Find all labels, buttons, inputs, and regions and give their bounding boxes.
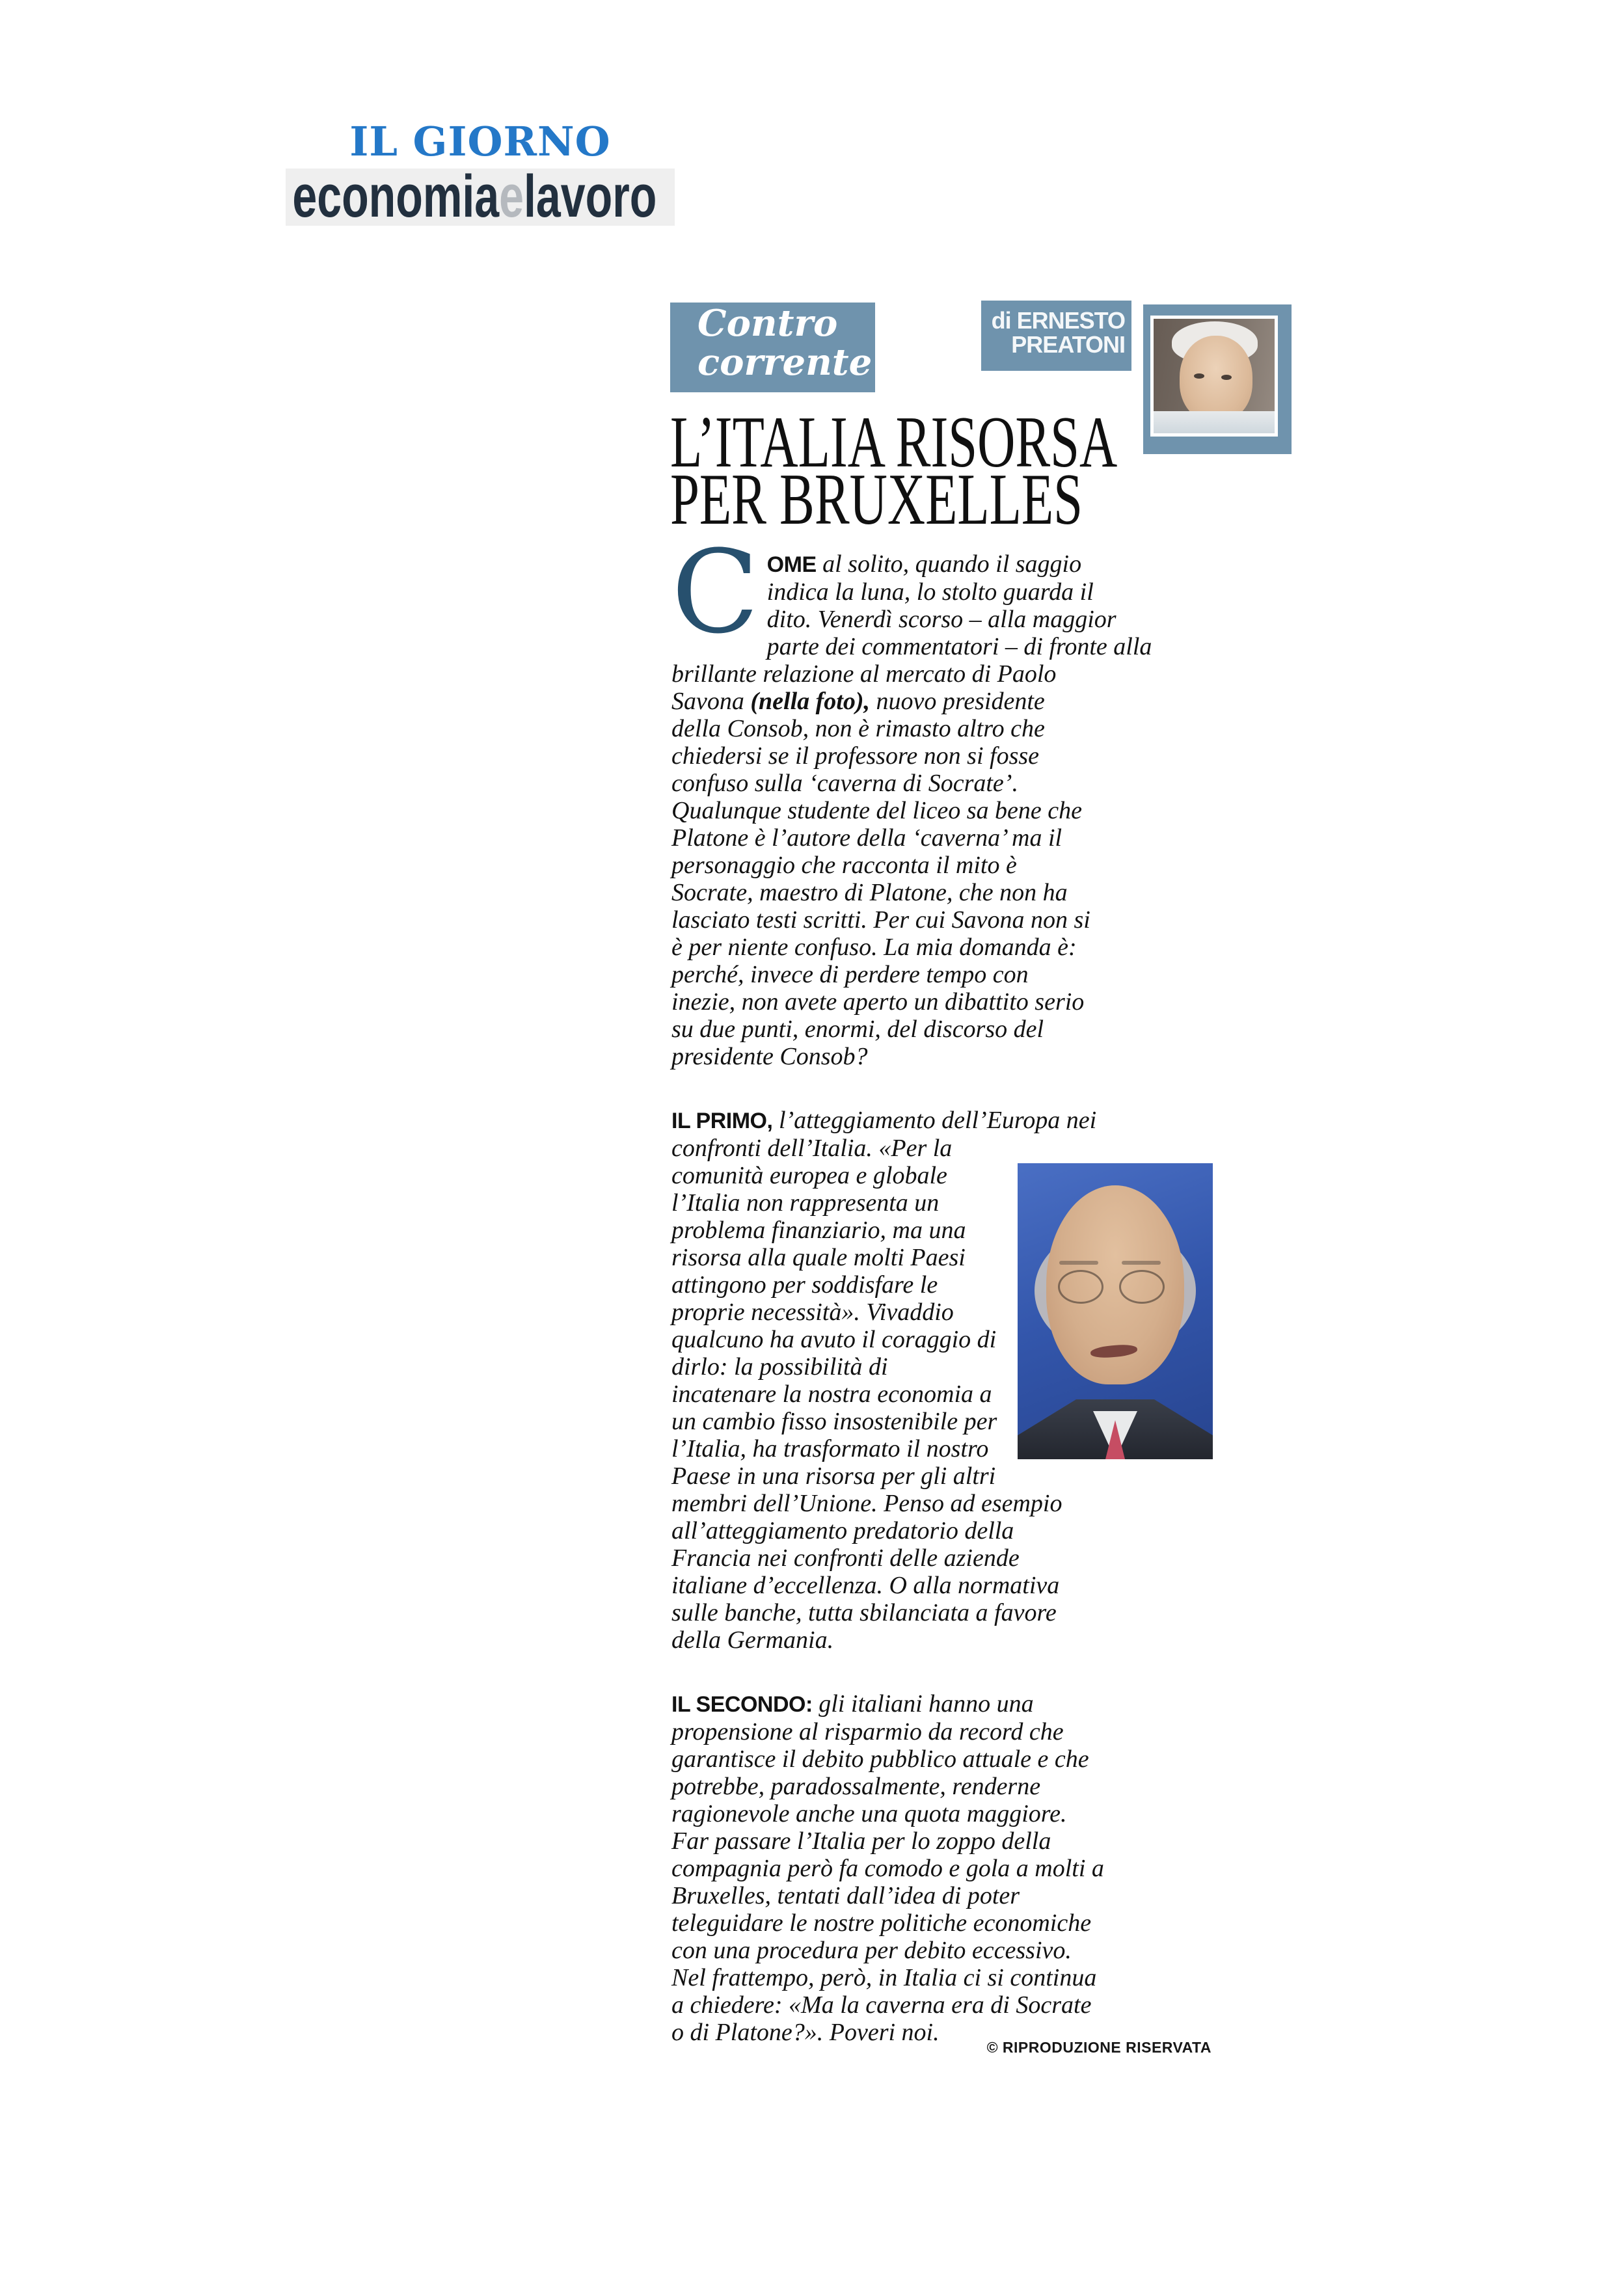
- author-photo-eye-right: [1221, 375, 1232, 380]
- p2-line1: l’atteggiamento dell’Europa nei: [772, 1107, 1097, 1134]
- author-photo-frame: [1143, 304, 1292, 454]
- column-badge: [670, 303, 875, 392]
- p3-line1: gli italiani hanno una: [812, 1690, 1034, 1718]
- paragraph-1: [671, 526, 1213, 1070]
- byline-label: di ERNESTO PREATONI: [991, 307, 1125, 358]
- p3-lines-rest: propensione al risparmio da record che garantisce il debito pubblico attuale e che potrebbe, paradossalmente, renderne ragionevole anche una quota maggiore. Far passare l’Italia per lo zoppo della compagnia però fa comodo e gola a molti a Bruxelles, tentati dall’idea di poter teleguidare le nostre politiche economiche con una procedura per debito eccessivo. Nel frattempo, però, in Italia ci si continua a chiedere: «Ma la caverna era di Socrate o di Platone?». Poveri noi.: [671, 1718, 1104, 2046]
- p1-line6-post: nuovo presidente: [870, 688, 1045, 715]
- byline-badge: [981, 301, 1131, 371]
- p2-line2: confronti dell’Italia. «Per la: [671, 1135, 953, 1162]
- lead-in-come: OME: [766, 552, 817, 577]
- author-photo-shirt: [1154, 411, 1275, 433]
- article-body: [671, 526, 1213, 2046]
- savona-brow-right: [1122, 1261, 1161, 1265]
- section-strip: [286, 163, 675, 230]
- author-photo-face: [1180, 336, 1252, 422]
- savona-glasses-left: [1058, 1270, 1103, 1304]
- column-badge-label: Contro corrente: [697, 302, 873, 384]
- savona-brow-left: [1059, 1261, 1098, 1265]
- lead-il-primo: IL PRIMO,: [671, 1109, 773, 1133]
- lead-il-secondo: IL SECONDO:: [671, 1692, 813, 1717]
- headline: L’ITALIA RISORSA PER BRUXELLES: [670, 402, 1118, 540]
- paragraph-3: [671, 1690, 1213, 2046]
- paragraph-2: [671, 1107, 1213, 1654]
- section-title-economia: economia: [292, 163, 500, 230]
- section-title-e: e: [499, 163, 524, 230]
- section-title: [286, 163, 657, 230]
- author-photo-eye-left: [1194, 373, 1204, 379]
- nella-foto-bold: (nella foto),: [750, 688, 871, 715]
- p2-lines-rest: comunità europea e globale l’Italia non rappresenta un problema finanziario, ma una risorsa alla quale molti Paesi attingono per soddisfare le proprie necessità». Vivaddio qualcuno ha avuto il coraggio di dirlo: la possibilità di incatenare la nostra economia a un cambio fisso insostenibile per l’Italia, ha trasformato il nostro Paese in una risorsa per gli altri membri dell’Unione. Penso ad esempio all’atteggiamento predatorio della Francia nei confronti delle aziende italiane d’eccellenza. O alla normativa sulle banche, tutta sbilanciata a favore della Germania.: [671, 1162, 1062, 1654]
- masthead-title: IL GIORNO: [349, 118, 611, 165]
- p1-line6-pre: Savona: [671, 688, 751, 715]
- drop-cap: C: [671, 526, 759, 659]
- author-photo: [1150, 316, 1278, 437]
- copyright-notice: © RIPRODUZIONE RISERVATA: [986, 2039, 1211, 2056]
- p1-lines-7-19: della Consob, non è rimasto altro che chiedersi se il professore non si fosse confuso sulla ‘caverna di Socrate’. Qualunque studente del liceo sa bene che Platone è l’autore della ‘caverna’ ma il personaggio che racconta il mito è Socrate, maestro di Platone, che non ha lasciato testi scritti. Per cui Savona non si è per niente confuso. La mia domanda è: perché, invece di perdere tempo con inezie, non avete aperto un dibattito serio su due punti, enormi, del discorso del presidente Consob?: [671, 715, 1090, 1070]
- savona-inline-photo: [1018, 1163, 1213, 1459]
- p1-lines-2-5: indica la luna, lo stolto guarda il dito. Venerdì scorso – alla maggior parte dei commentatori – di fronte alla brillante relazione al mercato di Paolo: [671, 578, 1152, 688]
- savona-glasses-right: [1119, 1270, 1165, 1304]
- p1-line1: al solito, quando il saggio: [816, 550, 1082, 578]
- section-title-lavoro: lavoro: [524, 163, 657, 230]
